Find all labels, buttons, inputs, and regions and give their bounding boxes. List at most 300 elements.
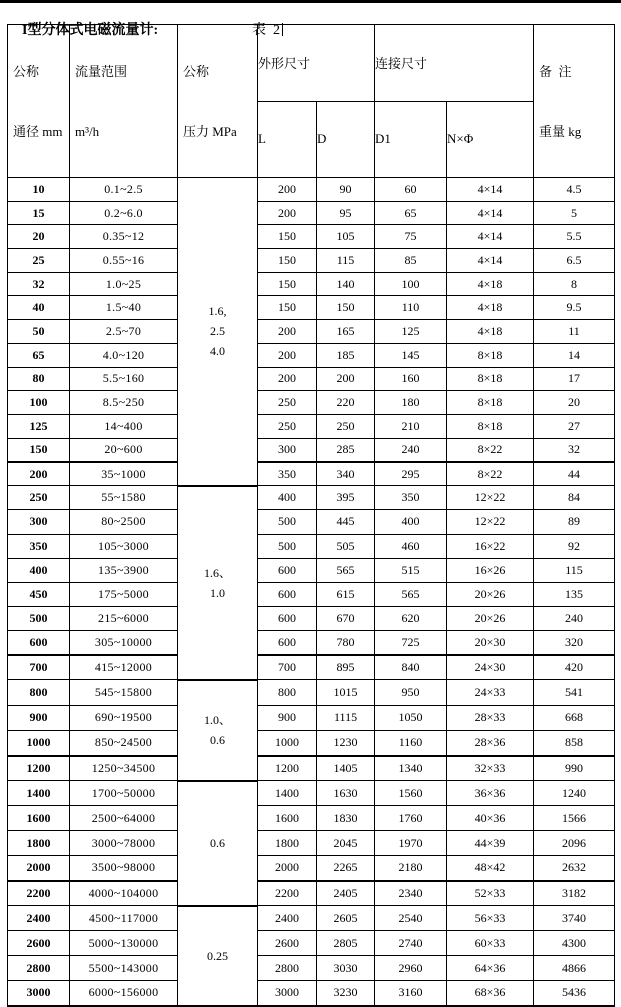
- pressure-line: 1.0、: [203, 713, 231, 728]
- d-cell: 115: [317, 249, 375, 273]
- dn-cell: 1600: [8, 806, 70, 831]
- flow-cell: 1.5~40: [70, 296, 178, 320]
- weight-cell: 1566: [534, 806, 615, 831]
- d-cell: 2045: [317, 831, 375, 856]
- weight-cell: 9.5: [534, 296, 615, 320]
- nphi-cell: 4×18: [447, 296, 534, 320]
- dn-cell: 3000: [8, 981, 70, 1006]
- header-dn-line2: 通径 mm: [13, 124, 63, 139]
- table-row: [8, 655, 615, 680]
- pressure-line: 1.6、: [203, 565, 231, 580]
- table-row: [8, 296, 615, 320]
- nphi-cell: 56×33: [447, 906, 534, 931]
- header-L: L: [258, 101, 317, 178]
- table-row: [8, 730, 615, 755]
- dn-cell: 1400: [8, 781, 70, 806]
- dn-cell: 300: [8, 510, 70, 534]
- d-cell: 140: [317, 272, 375, 296]
- d1-cell: 210: [375, 414, 447, 438]
- d1-cell: 160: [375, 367, 447, 391]
- nphi-cell: 52×33: [447, 881, 534, 906]
- nphi-cell: 8×18: [447, 343, 534, 367]
- l-cell: 900: [258, 705, 317, 730]
- nphi-cell: 4×14: [447, 225, 534, 249]
- weight-cell: 89: [534, 510, 615, 534]
- d1-cell: 2540: [375, 906, 447, 931]
- flow-cell: 1700~50000: [70, 781, 178, 806]
- d1-cell: 1340: [375, 756, 447, 781]
- dn-cell: 20: [8, 225, 70, 249]
- flow-cell: 1.0~25: [70, 272, 178, 296]
- header-note: [534, 25, 615, 178]
- header-nphi: N×Φ: [447, 101, 534, 178]
- weight-cell: 4866: [534, 956, 615, 981]
- table-row: [8, 806, 615, 831]
- d-cell: 185: [317, 343, 375, 367]
- d-cell: 3030: [317, 956, 375, 981]
- flow-cell: 850~24500: [70, 730, 178, 755]
- l-cell: 300: [258, 438, 317, 462]
- header-outline-dims: 外形尺寸: [258, 25, 375, 102]
- l-cell: 1800: [258, 831, 317, 856]
- table-row: [8, 367, 615, 391]
- l-cell: 200: [258, 367, 317, 391]
- dn-cell: 1000: [8, 730, 70, 755]
- pressure-line: 0.25: [207, 948, 228, 963]
- flow-cell: 0.2~6.0: [70, 201, 178, 225]
- d-cell: 1630: [317, 781, 375, 806]
- nphi-cell: 8×22: [447, 438, 534, 462]
- d-cell: 340: [317, 462, 375, 486]
- dn-cell: 150: [8, 438, 70, 462]
- weight-cell: 32: [534, 438, 615, 462]
- table-row: [8, 630, 615, 654]
- weight-cell: 5.5: [534, 225, 615, 249]
- flow-cell: 5500~143000: [70, 956, 178, 981]
- l-cell: 2400: [258, 906, 317, 931]
- nphi-cell: 60×33: [447, 931, 534, 956]
- flow-cell: 4500~117000: [70, 906, 178, 931]
- l-cell: 150: [258, 296, 317, 320]
- nphi-cell: 4×18: [447, 272, 534, 296]
- d-cell: 150: [317, 296, 375, 320]
- l-cell: 500: [258, 534, 317, 558]
- d1-cell: 950: [375, 680, 447, 705]
- d-cell: 1405: [317, 756, 375, 781]
- d1-cell: 565: [375, 582, 447, 606]
- flow-cell: 55~1580: [70, 486, 178, 510]
- dn-cell: 80: [8, 367, 70, 391]
- weight-cell: 990: [534, 756, 615, 781]
- dn-cell: 700: [8, 655, 70, 680]
- header-D: D: [317, 101, 375, 178]
- l-cell: 800: [258, 680, 317, 705]
- d-cell: 895: [317, 655, 375, 680]
- table-body: [8, 178, 615, 1006]
- weight-cell: 1240: [534, 781, 615, 806]
- flow-cell: 175~5000: [70, 582, 178, 606]
- dn-cell: 2800: [8, 956, 70, 981]
- flow-cell: 14~400: [70, 414, 178, 438]
- nphi-cell: 64×36: [447, 956, 534, 981]
- flow-cell: 5000~130000: [70, 931, 178, 956]
- l-cell: 1000: [258, 730, 317, 755]
- table-row: [8, 705, 615, 730]
- pressure-line: 2.5: [210, 324, 225, 339]
- header-note-line1: 备 注: [539, 64, 572, 79]
- pressure-cell: [178, 680, 258, 781]
- weight-cell: 240: [534, 606, 615, 630]
- d1-cell: 75: [375, 225, 447, 249]
- dn-cell: 400: [8, 558, 70, 582]
- d-cell: 1115: [317, 705, 375, 730]
- pressure-cell: [178, 178, 258, 486]
- d-cell: 2605: [317, 906, 375, 931]
- table-row: [8, 881, 615, 906]
- header-note-line2: 重量 kg: [539, 124, 582, 139]
- table-row: [8, 831, 615, 856]
- header-dn-line1: 公称: [13, 64, 40, 79]
- d-cell: 105: [317, 225, 375, 249]
- weight-cell: 135: [534, 582, 615, 606]
- pressure-cell: [178, 781, 258, 906]
- pressure-line: 1.0: [210, 585, 225, 600]
- flow-cell: 690~19500: [70, 705, 178, 730]
- d1-cell: 1970: [375, 831, 447, 856]
- header-D1: D1: [375, 101, 447, 178]
- l-cell: 1400: [258, 781, 317, 806]
- dn-cell: 40: [8, 296, 70, 320]
- d1-cell: 100: [375, 272, 447, 296]
- l-cell: 2600: [258, 931, 317, 956]
- nphi-cell: 40×36: [447, 806, 534, 831]
- weight-cell: 858: [534, 730, 615, 755]
- nphi-cell: 36×36: [447, 781, 534, 806]
- dn-cell: 500: [8, 606, 70, 630]
- document-title: I型分体式电磁流量计:: [22, 23, 159, 38]
- table-row: [8, 343, 615, 367]
- flow-cell: 6000~156000: [70, 981, 178, 1006]
- dn-cell: 2000: [8, 856, 70, 881]
- weight-cell: 20: [534, 391, 615, 415]
- dn-cell: 15: [8, 201, 70, 225]
- d-cell: 615: [317, 582, 375, 606]
- table-row: [8, 680, 615, 705]
- table-row: [8, 756, 615, 781]
- l-cell: 600: [258, 582, 317, 606]
- d1-cell: 240: [375, 438, 447, 462]
- dn-cell: 32: [8, 272, 70, 296]
- pressure-line: 1.6,: [208, 304, 227, 319]
- top-rule: [0, 0, 621, 3]
- l-cell: 1200: [258, 756, 317, 781]
- nphi-cell: 8×18: [447, 414, 534, 438]
- nphi-cell: 8×18: [447, 367, 534, 391]
- d-cell: 90: [317, 178, 375, 202]
- d-cell: 2405: [317, 881, 375, 906]
- weight-cell: 92: [534, 534, 615, 558]
- pressure-line: 4.0: [210, 344, 225, 359]
- l-cell: 200: [258, 201, 317, 225]
- pressure-line: 0.6: [210, 836, 225, 851]
- d1-cell: 400: [375, 510, 447, 534]
- d1-cell: 3160: [375, 981, 447, 1006]
- l-cell: 600: [258, 558, 317, 582]
- dn-cell: 50: [8, 320, 70, 344]
- flow-cell: 105~3000: [70, 534, 178, 558]
- table-label: 表 2: [252, 23, 280, 38]
- l-cell: 200: [258, 178, 317, 202]
- l-cell: 150: [258, 272, 317, 296]
- dn-cell: 800: [8, 680, 70, 705]
- d-cell: 2265: [317, 856, 375, 881]
- d-cell: 220: [317, 391, 375, 415]
- flow-cell: 2.5~70: [70, 320, 178, 344]
- table-row: [8, 201, 615, 225]
- flow-cell: 305~10000: [70, 630, 178, 654]
- header-flow-line2: m³/h: [75, 124, 100, 139]
- nphi-cell: 8×22: [447, 462, 534, 486]
- nphi-cell: 28×33: [447, 705, 534, 730]
- l-cell: 150: [258, 249, 317, 273]
- table-row: [8, 320, 615, 344]
- d-cell: 1830: [317, 806, 375, 831]
- table-row: [8, 249, 615, 273]
- l-cell: 1600: [258, 806, 317, 831]
- d1-cell: 110: [375, 296, 447, 320]
- dn-cell: 125: [8, 414, 70, 438]
- nphi-cell: 4×14: [447, 201, 534, 225]
- flow-cell: 8.5~250: [70, 391, 178, 415]
- d1-cell: 350: [375, 486, 447, 510]
- dn-cell: 350: [8, 534, 70, 558]
- nphi-cell: 24×30: [447, 655, 534, 680]
- weight-cell: 8: [534, 272, 615, 296]
- flow-cell: 35~1000: [70, 462, 178, 486]
- l-cell: 350: [258, 462, 317, 486]
- l-cell: 2000: [258, 856, 317, 881]
- l-cell: 250: [258, 414, 317, 438]
- l-cell: 2800: [258, 956, 317, 981]
- flow-cell: 0.35~12: [70, 225, 178, 249]
- flow-cell: 0.55~16: [70, 249, 178, 273]
- table-row: [8, 981, 615, 1006]
- d1-cell: 1050: [375, 705, 447, 730]
- dn-cell: 200: [8, 462, 70, 486]
- weight-cell: 14: [534, 343, 615, 367]
- nphi-cell: 4×14: [447, 178, 534, 202]
- flow-cell: 3500~98000: [70, 856, 178, 881]
- table-row: [8, 931, 615, 956]
- d1-cell: 125: [375, 320, 447, 344]
- pressure-cell: [178, 486, 258, 680]
- d-cell: 3230: [317, 981, 375, 1006]
- table-row: [8, 856, 615, 881]
- flow-cell: 215~6000: [70, 606, 178, 630]
- table-row: [8, 225, 615, 249]
- table-row: [8, 438, 615, 462]
- d-cell: 2805: [317, 931, 375, 956]
- d1-cell: 60: [375, 178, 447, 202]
- d-cell: 505: [317, 534, 375, 558]
- flow-cell: 1250~34500: [70, 756, 178, 781]
- dn-cell: 1200: [8, 756, 70, 781]
- nphi-cell: 28×36: [447, 730, 534, 755]
- nphi-cell: 16×26: [447, 558, 534, 582]
- weight-cell: 3740: [534, 906, 615, 931]
- weight-cell: 17: [534, 367, 615, 391]
- pressure-cell: [178, 906, 258, 1006]
- weight-cell: 115: [534, 558, 615, 582]
- weight-cell: 84: [534, 486, 615, 510]
- d1-cell: 295: [375, 462, 447, 486]
- d1-cell: 620: [375, 606, 447, 630]
- dn-cell: 2600: [8, 931, 70, 956]
- weight-cell: 5: [534, 201, 615, 225]
- flow-cell: 4000~104000: [70, 881, 178, 906]
- d1-cell: 85: [375, 249, 447, 273]
- d1-cell: 180: [375, 391, 447, 415]
- table-row: [8, 414, 615, 438]
- header-flow-line1: 流量范围: [75, 64, 128, 79]
- flow-cell: 415~12000: [70, 655, 178, 680]
- l-cell: 250: [258, 391, 317, 415]
- flow-cell: 4.0~120: [70, 343, 178, 367]
- d1-cell: 460: [375, 534, 447, 558]
- nphi-cell: 12×22: [447, 486, 534, 510]
- table-row: [8, 391, 615, 415]
- weight-cell: 5436: [534, 981, 615, 1006]
- d-cell: 780: [317, 630, 375, 654]
- weight-cell: 2096: [534, 831, 615, 856]
- weight-cell: 11: [534, 320, 615, 344]
- table-row: [8, 582, 615, 606]
- d1-cell: 2180: [375, 856, 447, 881]
- header-pressure-line2: 压力 MPa: [183, 124, 237, 139]
- header-pressure: [178, 25, 258, 178]
- weight-cell: 668: [534, 705, 615, 730]
- nphi-cell: 12×22: [447, 510, 534, 534]
- l-cell: 400: [258, 486, 317, 510]
- d1-cell: 65: [375, 201, 447, 225]
- table-row: [8, 272, 615, 296]
- spec-table: [7, 24, 615, 1007]
- d-cell: 670: [317, 606, 375, 630]
- nphi-cell: 32×33: [447, 756, 534, 781]
- d-cell: 200: [317, 367, 375, 391]
- header-flow: [70, 25, 178, 178]
- table-row: [8, 462, 615, 486]
- dn-cell: 450: [8, 582, 70, 606]
- table-row: [8, 510, 615, 534]
- d1-cell: 2340: [375, 881, 447, 906]
- weight-cell: 44: [534, 462, 615, 486]
- table-row: [8, 781, 615, 806]
- d-cell: 165: [317, 320, 375, 344]
- nphi-cell: 4×18: [447, 320, 534, 344]
- d-cell: 95: [317, 201, 375, 225]
- weight-cell: 6.5: [534, 249, 615, 273]
- flow-cell: 2500~64000: [70, 806, 178, 831]
- weight-cell: 4.5: [534, 178, 615, 202]
- dn-cell: 600: [8, 630, 70, 654]
- d-cell: 1230: [317, 730, 375, 755]
- dn-cell: 100: [8, 391, 70, 415]
- l-cell: 3000: [258, 981, 317, 1006]
- nphi-cell: 20×26: [447, 606, 534, 630]
- nphi-cell: 20×26: [447, 582, 534, 606]
- flow-cell: 135~3900: [70, 558, 178, 582]
- d1-cell: 1160: [375, 730, 447, 755]
- d-cell: 285: [317, 438, 375, 462]
- table-row: [8, 906, 615, 931]
- nphi-cell: 44×39: [447, 831, 534, 856]
- d1-cell: 1560: [375, 781, 447, 806]
- header-pressure-line1: 公称: [183, 64, 210, 79]
- table-row: [8, 534, 615, 558]
- dn-cell: 250: [8, 486, 70, 510]
- nphi-cell: 4×14: [447, 249, 534, 273]
- flow-cell: 545~15800: [70, 680, 178, 705]
- flow-cell: 80~2500: [70, 510, 178, 534]
- d1-cell: 2960: [375, 956, 447, 981]
- d1-cell: 515: [375, 558, 447, 582]
- dn-cell: 25: [8, 249, 70, 273]
- nphi-cell: 24×33: [447, 680, 534, 705]
- table-row: [8, 178, 615, 202]
- weight-cell: 541: [534, 680, 615, 705]
- l-cell: 2200: [258, 881, 317, 906]
- weight-cell: 3182: [534, 881, 615, 906]
- table-header: [8, 25, 615, 178]
- header-dn: [8, 25, 70, 178]
- dn-cell: 900: [8, 705, 70, 730]
- d1-cell: 1760: [375, 806, 447, 831]
- l-cell: 150: [258, 225, 317, 249]
- d1-cell: 725: [375, 630, 447, 654]
- d-cell: 565: [317, 558, 375, 582]
- flow-cell: 0.1~2.5: [70, 178, 178, 202]
- d1-cell: 840: [375, 655, 447, 680]
- flow-cell: 20~600: [70, 438, 178, 462]
- d-cell: 395: [317, 486, 375, 510]
- d-cell: 250: [317, 414, 375, 438]
- nphi-cell: 68×36: [447, 981, 534, 1006]
- l-cell: 200: [258, 343, 317, 367]
- d1-cell: 2740: [375, 931, 447, 956]
- l-cell: 600: [258, 630, 317, 654]
- weight-cell: 420: [534, 655, 615, 680]
- flow-cell: 5.5~160: [70, 367, 178, 391]
- dn-cell: 10: [8, 178, 70, 202]
- nphi-cell: 16×22: [447, 534, 534, 558]
- table-row: [8, 956, 615, 981]
- dn-cell: 1800: [8, 831, 70, 856]
- header-row-1: [8, 25, 615, 102]
- weight-cell: 27: [534, 414, 615, 438]
- l-cell: 600: [258, 606, 317, 630]
- weight-cell: 2632: [534, 856, 615, 881]
- l-cell: 700: [258, 655, 317, 680]
- nphi-cell: 20×30: [447, 630, 534, 654]
- weight-cell: 4300: [534, 931, 615, 956]
- dn-cell: 2400: [8, 906, 70, 931]
- l-cell: 500: [258, 510, 317, 534]
- table-row: [8, 558, 615, 582]
- dn-cell: 65: [8, 343, 70, 367]
- pressure-line: 0.6: [210, 733, 225, 748]
- weight-cell: 320: [534, 630, 615, 654]
